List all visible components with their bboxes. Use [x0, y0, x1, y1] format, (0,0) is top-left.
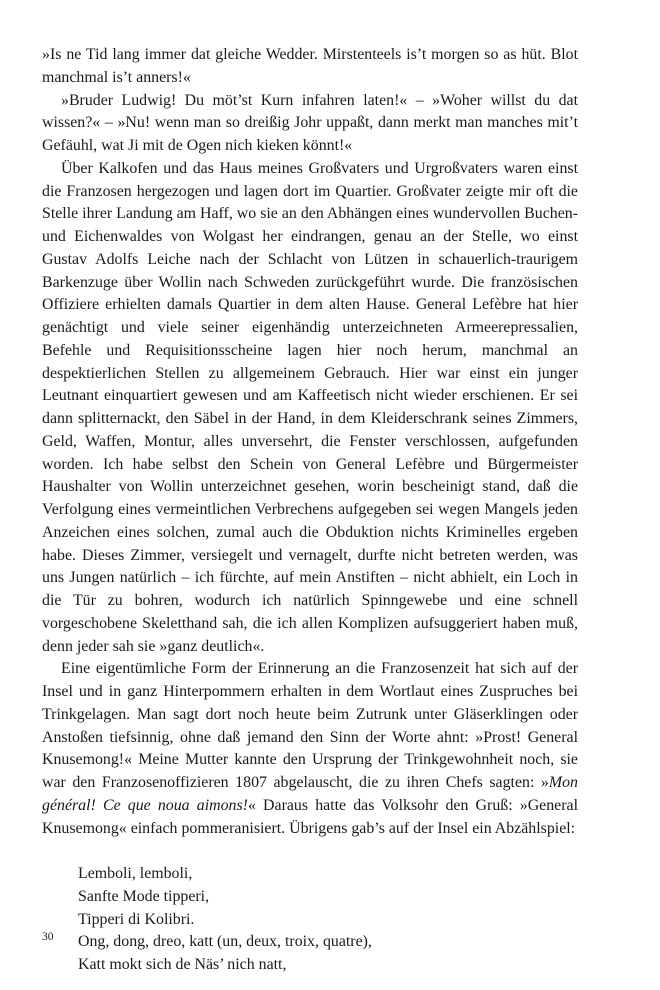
counting-rhyme: [42, 863, 578, 977]
paragraph-1: »Is ne Tid lang immer dat gleiche Wedder. Mirstenteels is’t morgen so as hüt. Blot manchmal is’t anners!«: [42, 46, 578, 86]
paragraph-4-text-end: « Daraus hatte das Volksohr den Gruß: »General Knusemong« einfach pommeranisiert. Übrigens gab’s auf der Insel ein Abzählspiel:: [42, 796, 578, 837]
verse-line: Tipperi di Kolibri.: [78, 910, 195, 928]
page-number: 30: [42, 931, 54, 943]
paragraph-4-text-start: Eine eigentümliche Form der Erinnerung an die Franzosenzeit hat sich auf der Insel und in ganz Hinterpommern erhalten in dem Wortlaut eines Zuspruches bei Trinkgelagen. Man sagt dort noch heute beim Zutrunk unter Gläserklingen oder Anstoßen tiefsinnig, ohne daß jemand den Sinn der Worte ahnt: »Prost! General Knusemong!« Meine Mutter kannte den Ursprung der Trinkgewohnheit noch, sie war den Franzosenoffizieren 1807 abgelauscht, die zu ihren Chefs sagten: »: [42, 660, 578, 791]
verse-line: Katt mokt sich de Näs’ nich natt,: [78, 956, 287, 973]
page-body: [42, 44, 578, 977]
paragraph-2: »Bruder Ludwig! Du möt’st Kurn infahren laten!« – »Woher willst du dat wissen?« – »Nu! wenn man so dreißig Johr uppaßt, dann merkt man manches mit’t Gefäuhl, wat Ji mit de Ogen nich kieken könnt!«: [42, 91, 578, 154]
paragraph-4-french-quote: Mon général! Ce que noua aimons!: [42, 774, 578, 814]
verse-line: Lemboli, lemboli,: [78, 865, 193, 882]
paragraph-4: [42, 658, 578, 840]
verse-line: Ong, dong, dreo, katt (un, deux, troix, quatre),: [78, 933, 372, 951]
verse-line: Sanfte Mode tipperi,: [78, 887, 210, 905]
paragraph-3: Über Kalkofen und das Haus meines Großvaters und Urgroßvaters waren einst die Franzosen hergezogen und lagen dort im Quartier. Großvater zeigte mir oft die Stelle ihrer Landung am Haff, wo sie an den Abhängen eines wundervollen Buchen- und Eichenwaldes von Wolgast her eindrangen, genau an der Stelle, wo einst Gustav Adolfs Leiche nach der Schlacht von Lützen in schauerlich-traurigem Barkenzuge über Wollin nach Schweden zurückgeführt wurde. Die französischen Offiziere erhielten damals Quartier in dem alten Hause. General Lefèbre hat hier genächtigt und viele seiner eigenhändig unterzeichneten Armeerepressalien, Befehle und Requisitionsscheine lagen hier noch herum, manchmal an despektierlichen Stellen zu allgemeinem Gebrauch. Hier war einst ein junger Leutnant einquartiert gewesen und am Kaffeetisch nicht wieder erschienen. Er sei dann splitternackt, den Säbel in der Hand, in dem Kleiderschrank seines Zimmers, Geld, Waffen, Montur, alles unversehrt, die Fenster verschlossen, aufgefunden worden. Ich habe selbst den Schein von General Lefèbre und Bürgermeister Haushalter von Wollin unterzeichnet gesehen, worin bescheinigt stand, daß die Verfolgung eines vermeintlichen Verbrechens aufgegeben sei wegen Mangels jeden Anzeichen eines solchen, zumal auch die Obduktion nichts Kriminelles ergeben habe. Dieses Zimmer, versiegelt und vernagelt, durfte nicht betreten werden, was uns Jungen natürlich – ich fürchte, auf mein Anstiften – nicht abhielt, ein Loch in die Tür zu bohren, wodurch ich natürlich Spinngewebe und eine schnell vorgeschobene Skeletthand sah, die ich allen Komplizen aufsuggeriert haben muß, denn jeder sah sie »ganz deutlich«.: [42, 159, 578, 655]
